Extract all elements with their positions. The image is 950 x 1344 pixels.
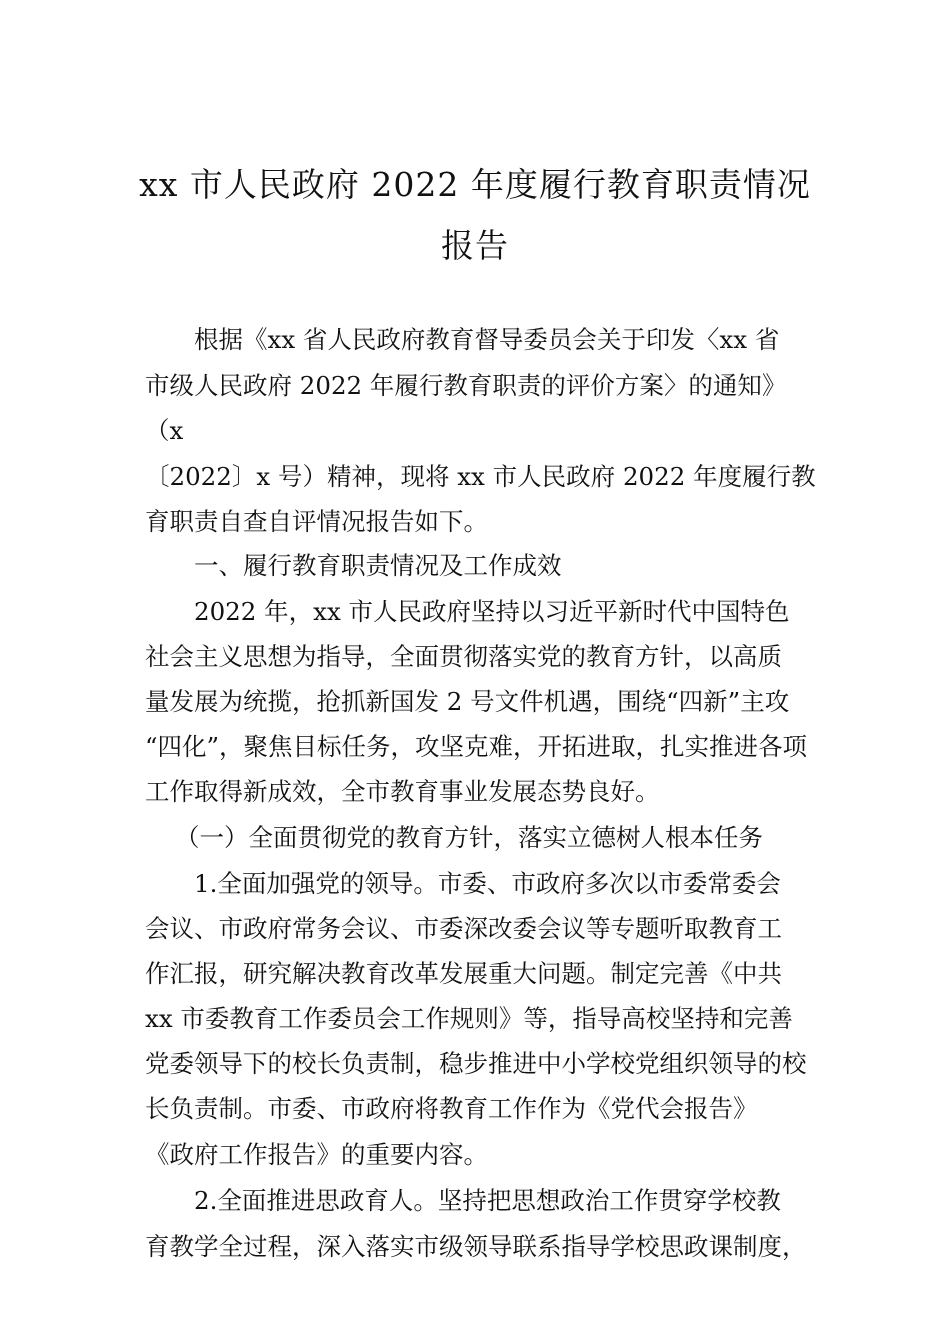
paragraph-line: 社会主义思想为指导，全面贯彻落实党的教育方针，以高质 [145, 642, 782, 671]
paragraph-line: 市级人民政府 2022 年履行教育职责的评价方案〉的通知》 [145, 371, 787, 400]
paragraph-line: 2.全面推进思政育人。坚持把思想政治工作贯穿学校教 [194, 1186, 781, 1215]
paragraph-line: 工作取得新成效，全市教育事业发展态势良好。 [145, 777, 660, 806]
document-title-line-2: 报告 [441, 226, 509, 265]
subsection-heading: （一）全面贯彻党的教育方针，落实立德树人根本任务 [175, 823, 763, 852]
paragraph-line: 1.全面加强党的领导。市委、市政府多次以市委常委会 [194, 869, 781, 898]
document-title-line-1: xx 市人民政府 2022 年度履行教育职责情况 [139, 165, 811, 204]
paragraph-line: 2022 年，xx 市人民政府坚持以习近平新时代中国特色 [194, 597, 790, 626]
paragraph-line: 育教学全过程，深入落实市级领导联系指导学校思政课制度， [145, 1232, 807, 1261]
paragraph-line: 根据《xx 省人民政府教育督导委员会关于印发〈xx 省 [194, 325, 780, 354]
paragraph-line: 量发展为统揽，抢抓新国发 2 号文件机遇，围绕“四新”主攻 [145, 687, 790, 716]
paragraph-line: “四化”，聚焦目标任务，攻坚克难，开拓进取，扎实推进各项 [145, 732, 808, 761]
paragraph-line: 《政府工作报告》的重要内容。 [145, 1140, 488, 1169]
section-heading: 一、履行教育职责情况及工作成效 [194, 551, 562, 580]
paragraph-line: 党委领导下的校长负责制，稳步推进中小学校党组织领导的校 [145, 1049, 807, 1078]
paragraph-line: 会议、市政府常务会议、市委深改委会议等专题听取教育工 [145, 914, 782, 943]
paragraph-line: 长负责制。市委、市政府将教育工作作为《党代会报告》 [145, 1094, 758, 1123]
paragraph-line: 育职责自查自评情况报告如下。 [145, 507, 488, 536]
paragraph-line: 〔2022〕x 号）精神，现将 xx 市人民政府 2022 年度履行教 [145, 462, 816, 491]
paragraph-line: 作汇报，研究解决教育改革发展重大问题。制定完善《中共 [145, 959, 782, 988]
paragraph-line: xx 市委教育工作委员会工作规则》等，指导高校坚持和完善 [145, 1004, 793, 1033]
paragraph-line: （x [145, 416, 184, 445]
